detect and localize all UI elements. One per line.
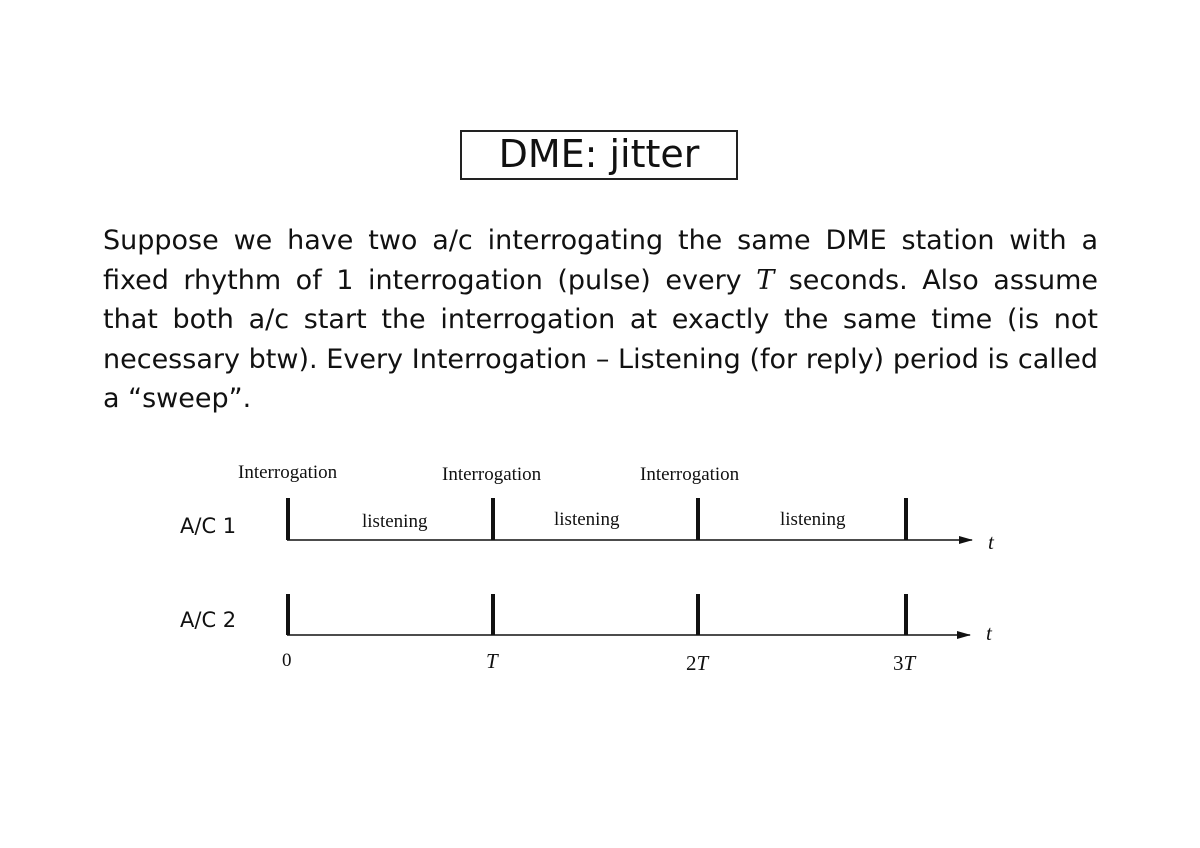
interrogation-label-0: Interrogation [238, 462, 338, 483]
axis-label-t-ac2: t [986, 621, 992, 645]
row-label-ac2: A/C 2 [180, 608, 237, 632]
tick-label-3T-variable: T [903, 651, 916, 675]
slide-title: DME: jitter [460, 130, 738, 180]
tick-label-3T-number: 3 [893, 651, 904, 675]
listening-label-2: listening [780, 509, 846, 530]
tick-label-T: T [486, 649, 498, 673]
body-text-part-2: seconds. Also assume that both a/c start the interrogation at exactly the same time (is not necessary btw). Every Interrogation – Listening (for reply) period is called a “sweep”. [103, 264, 1098, 414]
interrogation-label-1: Interrogation [442, 464, 542, 485]
listening-label-0: listening [362, 511, 428, 532]
interrogation-label-2: Interrogation [640, 464, 740, 485]
axis-label-t-ac1: t [988, 530, 994, 554]
tick-label-2T-variable: T [696, 651, 709, 675]
tick-label-0: 0 [282, 650, 292, 671]
tick-label-2T-number: 2 [686, 651, 697, 675]
tick-label-3T [893, 651, 917, 675]
listening-label-1: listening [554, 509, 620, 530]
period-variable: T [756, 264, 775, 296]
row-label-ac1: A/C 1 [180, 514, 237, 538]
body-text-part-1: Suppose we have two a/c interrogating the same DME station with a fixed rhythm of 1 interrogation (pulse) every [103, 225, 1098, 296]
tick-label-2T [686, 651, 710, 675]
